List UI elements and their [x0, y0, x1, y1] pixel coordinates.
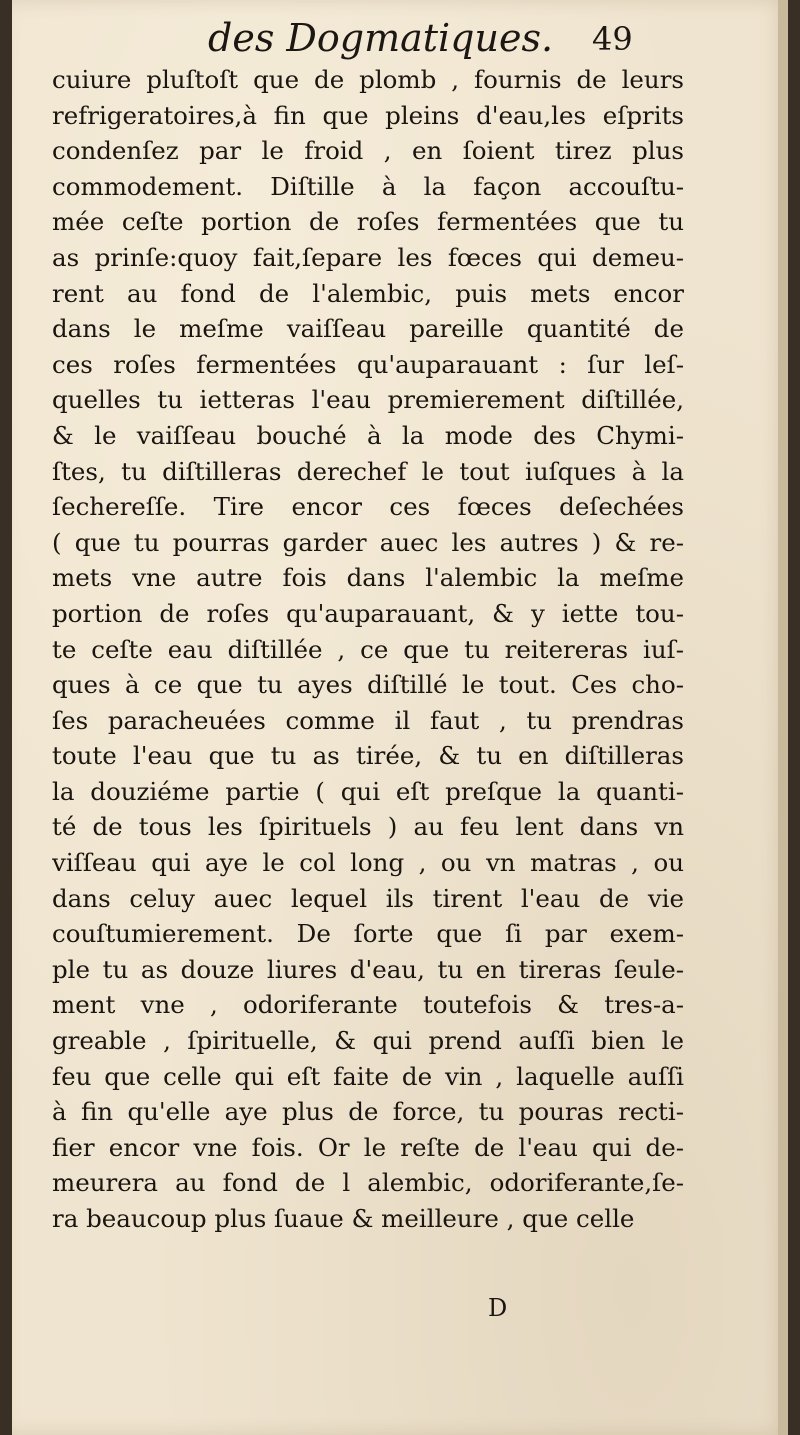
text-line: greable , ſpirituelle, & qui prend auſſi bien le — [52, 1026, 684, 1056]
text-line: mée ceſte portion de roſes fermentées que tu — [52, 207, 684, 237]
text-line: ſechereſſe. Tire encor ces fœces deſechées — [52, 492, 684, 522]
text-line: à fin qu'elle aye plus de force, tu pouras recti- — [52, 1097, 684, 1127]
text-line: ques à ce que tu ayes diſtillé le tout. Ces cho- — [52, 670, 684, 700]
page-gutter-shadow — [778, 0, 788, 1435]
text-line: ra beaucoup plus ſuaue & meilleure , que celle — [52, 1204, 635, 1233]
text-line: dans le meſme vaiſſeau pareille quantité de — [52, 314, 684, 344]
text-line: commodement. Diſtille à la façon accouſtu- — [52, 171, 684, 201]
text-line: couſtumierement. De ſorte que ſi par exem- — [52, 919, 684, 949]
text-line: refrigeratoires,à fin que pleins d'eau,les eſprits — [52, 100, 684, 130]
text-line: mets vne autre fois dans l'alembic la meſme — [52, 563, 684, 593]
body-text — [52, 62, 684, 1237]
text-line: fier encor vne fois. Or le reſte de l'eau qui de- — [52, 1132, 684, 1162]
text-line: ſtes, tu diſtilleras derechef le tout iuſques à la — [52, 456, 684, 486]
book-page — [12, 0, 788, 1435]
text-line: condenſez par le froid , en ſoient tirez plus — [52, 136, 684, 166]
text-line: la douziéme partie ( qui eſt preſque la quanti- — [52, 776, 684, 806]
signature-mark: D — [488, 1294, 508, 1322]
text-line: viſſeau qui aye le col long , ou vn matras , ou — [52, 848, 684, 878]
text-line: té de tous les ſpirituels ) au feu lent dans vn — [52, 812, 684, 842]
text-line: ment vne , odoriferante toutefois & tres-a- — [52, 990, 684, 1020]
text-line: & le vaiſſeau bouché à la mode des Chymi- — [52, 420, 684, 450]
running-head-title: des Dogmatiques. — [208, 16, 554, 60]
text-line: cuiure pluſtoſt que de plomb , fournis de leurs — [52, 65, 684, 94]
text-line: quelles tu ietteras l'eau premierement diſtillée, — [52, 385, 684, 415]
text-line: ple tu as douze liures d'eau, tu en tireras ſeule- — [52, 954, 684, 984]
text-line: meurera au fond de l alembic, odoriferante,ſe- — [52, 1168, 684, 1198]
text-line: dans celuy auec lequel ils tirent l'eau de vie — [52, 883, 684, 913]
text-line: as prinſe:quoy fait,ſepare les fœces qui demeu- — [52, 242, 684, 272]
text-line: portion de roſes qu'auparauant, & y iette tou- — [52, 598, 684, 628]
text-line: ( que tu pourras garder auec les autres ) & re- — [52, 527, 684, 557]
text-line: te ceſte eau diſtillée , ce que tu reitereras iuſ- — [52, 634, 684, 664]
text-line: toute l'eau que tu as tirée, & tu en diſtilleras — [52, 741, 684, 771]
text-line: ces roſes fermentées qu'auparauant : ſur leſ- — [52, 349, 684, 379]
text-line: feu que celle qui eſt faite de vin , laquelle auſſi — [52, 1061, 684, 1091]
text-line: ſes paracheuées comme il faut , tu prendras — [52, 705, 684, 735]
text-line: rent au fond de l'alembic, puis mets encor — [52, 278, 684, 308]
page-number: 49 — [592, 20, 633, 58]
running-head — [12, 14, 788, 62]
